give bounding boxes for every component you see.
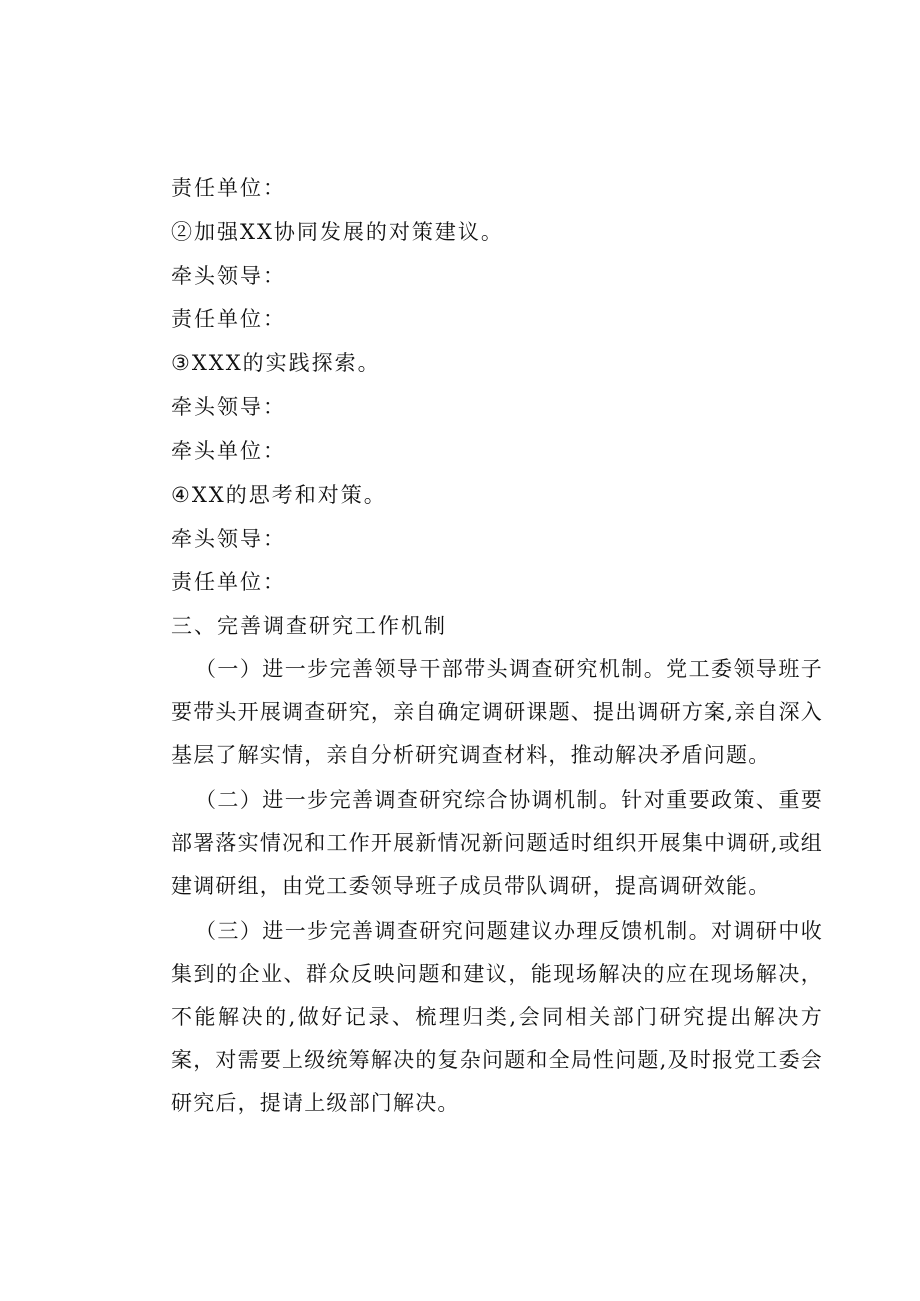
responsible-unit-label-2: 责任单位： <box>171 307 286 331</box>
paragraph-3 <box>171 910 823 1125</box>
lead-leader-label-3: 牵头领导： <box>171 395 286 419</box>
lead-leader-label-2: 牵头领导： <box>171 264 286 288</box>
item-4-title: ④XX的思考和对策。 <box>171 483 387 507</box>
paragraph-3-text: （三）进一步完善调查研究问题建议办理反馈机制。对调研中收集到的企业、群众反映问题和建议，能现场解决的应在现场解决，不能解决的,做好记录、梳理归类,会同相关部门研究提出解决方案，对需要上级统筹解决的复杂问题和全局性问题,及时报党工委会研究后，提请上级部门解决。 <box>171 919 823 1115</box>
paragraph-2 <box>171 779 823 908</box>
lead-leader-label-4: 牵头领导： <box>171 527 286 551</box>
item-2-title: ②加强XX协同发展的对策建议。 <box>171 220 504 244</box>
responsible-unit-label-4: 责任单位： <box>171 570 286 594</box>
responsible-unit-label-1: 责任单位： <box>171 176 286 200</box>
item-3-title: ③XXX的实践探索。 <box>171 351 381 375</box>
paragraph-1-text: （一）进一步完善领导干部带头调查研究机制。党工委领导班子要带头开展调查研究，亲自确定调研课题、提出调研方案,亲自深入基层了解实情，亲自分析研究调查材料，推动解决矛盾问题。 <box>171 657 823 767</box>
lead-unit-label-3: 牵头单位： <box>171 439 286 463</box>
paragraph-2-text: （二）进一步完善调查研究综合协调机制。针对重要政策、重要部署落实情况和工作开展新情况新问题适时组织开展集中调研,或组建调研组，由党工委领导班子成员带队调研，提高调研效能。 <box>171 788 823 898</box>
paragraph-1 <box>171 648 823 777</box>
section-3-heading: 三、完善调查研究工作机制 <box>171 614 447 638</box>
